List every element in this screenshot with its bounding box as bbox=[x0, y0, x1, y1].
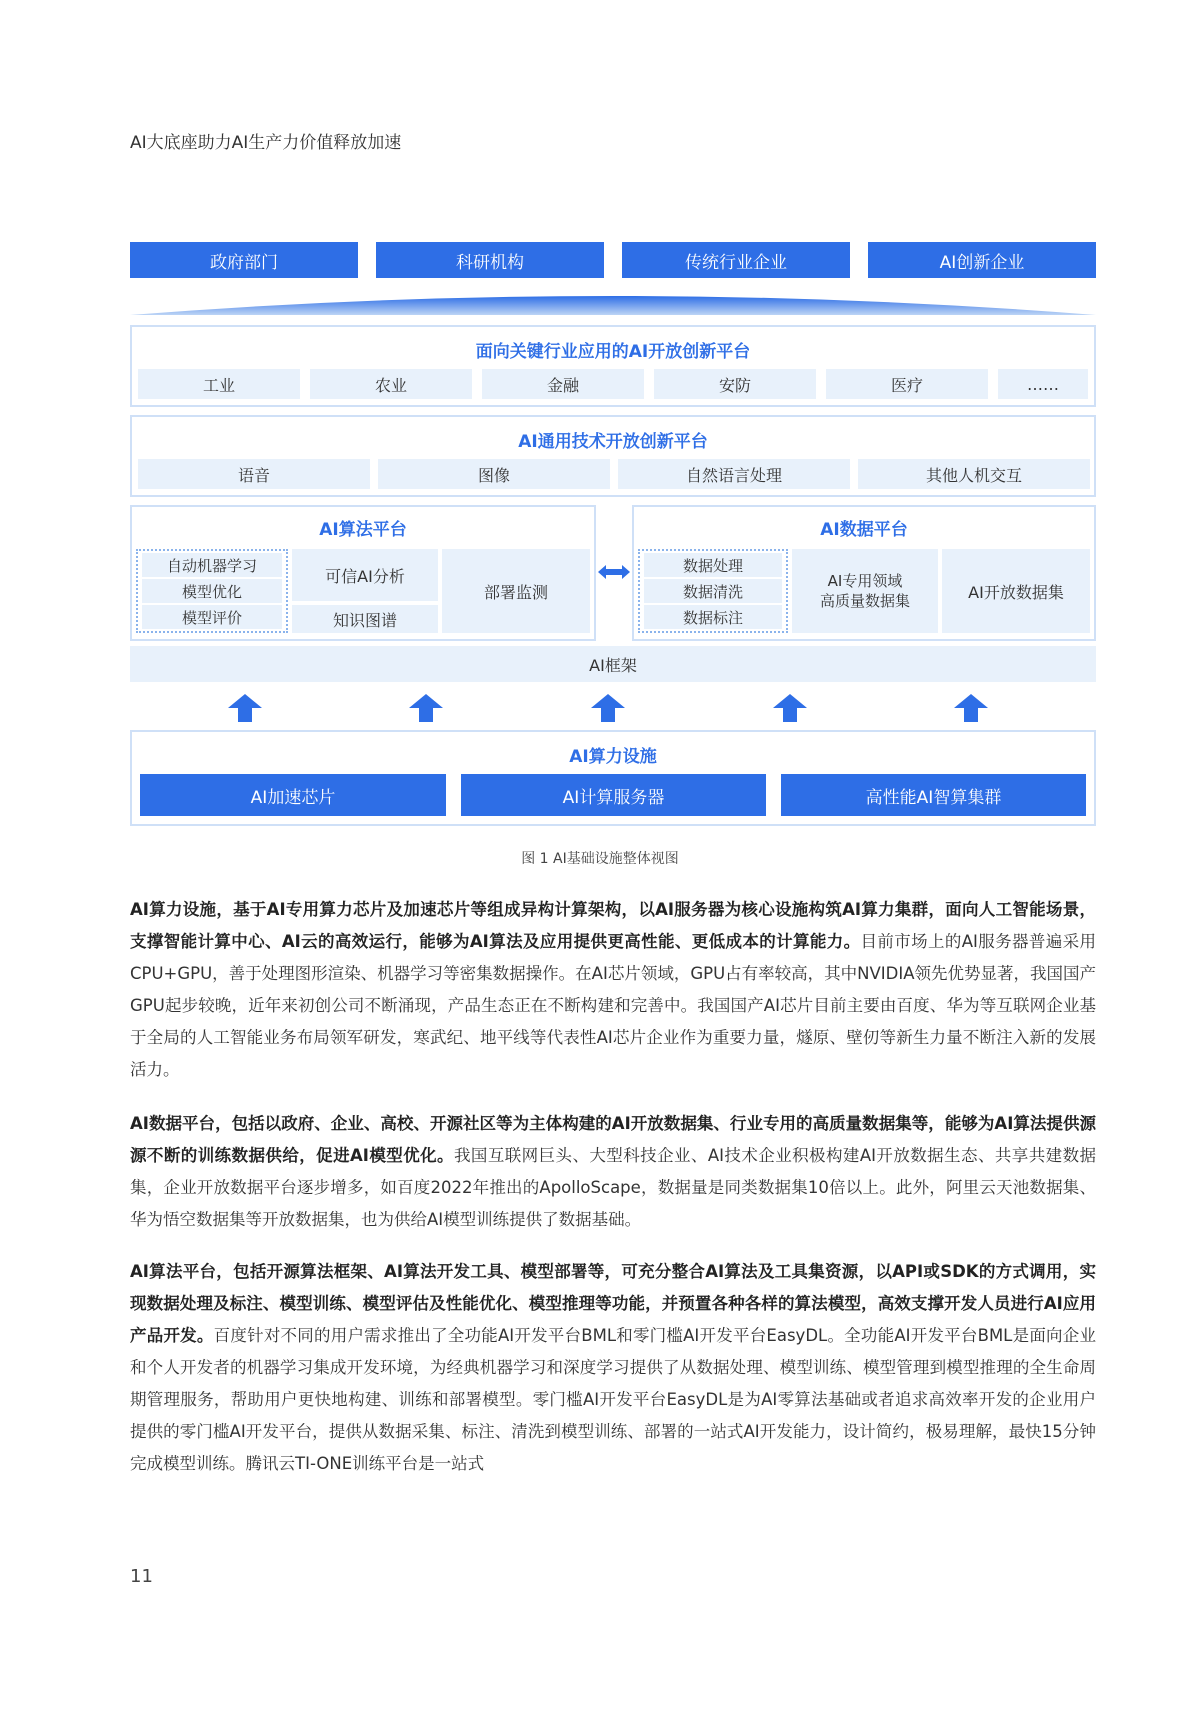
ai-framework-bar: AI框架 bbox=[130, 646, 1096, 682]
up-arrow-icon bbox=[409, 694, 443, 722]
convergence-wedge bbox=[130, 283, 1096, 315]
data-labeling: 数据标注 bbox=[644, 605, 782, 629]
data-cleaning: 数据清洗 bbox=[644, 579, 782, 603]
data-platform-panel bbox=[632, 505, 1096, 641]
stakeholder-ai-startup: AI创新企业 bbox=[868, 242, 1096, 278]
paragraph-algorithm-lead: AI算法平台，包括开源算法框架、AI算法开发工具、模型部署等，可充分整合AI算法及工具集资源，以API或SDK的方式调用，实现数据处理及标注、模型训练、模型评估及性能优化、模型推理等功能，并预置各种各样的算法模型，高效支撑开发人员进行AI应用产品开发。 bbox=[130, 1262, 1096, 1345]
stakeholder-traditional: 传统行业企业 bbox=[622, 242, 850, 278]
up-arrow-icon bbox=[228, 694, 262, 722]
stakeholder-research: 科研机构 bbox=[376, 242, 604, 278]
industry-item: 医疗 bbox=[826, 369, 988, 399]
data-domain-line2: 高质量数据集 bbox=[819, 592, 910, 610]
tech-item: 自然语言处理 bbox=[618, 459, 850, 489]
paragraph-compute bbox=[130, 894, 1096, 1086]
up-arrow-icon bbox=[591, 694, 625, 722]
data-open-dataset: AI开放数据集 bbox=[942, 549, 1090, 633]
data-process-group bbox=[638, 549, 788, 633]
algo-model-optimize: 模型优化 bbox=[142, 579, 282, 603]
up-arrow-icon bbox=[773, 694, 807, 722]
industry-item-more: …… bbox=[998, 369, 1088, 399]
data-domain-dataset bbox=[792, 549, 938, 633]
double-arrow-icon bbox=[596, 563, 632, 581]
data-processing: 数据处理 bbox=[644, 553, 782, 577]
industry-item: 农业 bbox=[310, 369, 472, 399]
industry-platform-title: 面向关键行业应用的AI开放创新平台 bbox=[475, 342, 751, 362]
paragraph-compute-body: 目前市场上的AI服务器普遍采用CPU+GPU，善于处理图形渲染、机器学习等密集数据操作。在AI芯片领域，GPU占有率较高，其中NVIDIA领先优势显著，我国国产GPU起步较晚，近年来初创公司不断涌现，产品生态正在不断构建和完善中。我国国产AI芯片目前主要由百度、华为等互联网企业基于全局的人工智能业务布局领军研发，寒武纪、地平线等代表性AI芯片企业作为重要力量，燧原、壁仞等新生力量不断注入新的发展活力。 bbox=[130, 932, 1097, 1079]
tech-item: 语音 bbox=[138, 459, 370, 489]
algo-trusted-ai: 可信AI分析 bbox=[292, 549, 438, 601]
industry-item: 安防 bbox=[654, 369, 816, 399]
industry-platform-panel bbox=[130, 325, 1096, 407]
paragraph-data-body: 我国互联网巨头、大型科技企业、AI技术企业积极构建AI开放数据生态、共享共建数据集，企业开放数据平台逐步增多，如百度2022年推出的ApolloScape，数据量是同类数据集10倍以上。此外，阿里云天池数据集、华为悟空数据集等开放数据集，也为供给AI模型训练提供了数据基础。 bbox=[130, 1146, 1096, 1229]
algo-automl: 自动机器学习 bbox=[142, 553, 282, 577]
page-number: 11 bbox=[130, 1566, 153, 1587]
compute-title: AI算力设施 bbox=[569, 747, 657, 767]
stakeholder-government: 政府部门 bbox=[130, 242, 358, 278]
paragraph-data-lead: AI数据平台，包括以政府、企业、高校、开源社区等为主体构建的AI开放数据集、行业专用的高质量数据集等，能够为AI算法提供源源不断的训练数据供给，促进AI模型优化。 bbox=[130, 1114, 1096, 1165]
data-platform-title: AI数据平台 bbox=[820, 520, 908, 540]
paragraph-data bbox=[130, 1108, 1096, 1236]
algo-deploy-monitor: 部署监测 bbox=[442, 549, 590, 633]
data-domain-line1: AI专用领域 bbox=[827, 571, 903, 590]
industry-item: 工业 bbox=[138, 369, 300, 399]
tech-platform-title: AI通用技术开放创新平台 bbox=[518, 432, 708, 452]
automl-group bbox=[136, 549, 288, 633]
algorithm-platform-title: AI算法平台 bbox=[319, 520, 407, 540]
algorithm-platform-panel bbox=[130, 505, 596, 641]
running-header: AI大底座助力AI生产力价值释放加速 bbox=[130, 133, 402, 153]
up-arrow-icon bbox=[954, 694, 988, 722]
paragraph-algorithm-body: 百度针对不同的用户需求推出了全功能AI开发平台BML和零门槛AI开发平台EasyDL。全功能AI开发平台BML是面向企业和个人开发者的机器学习集成开发环境，为经典机器学习和深度学习提供了从数据处理、模型训练、模型管理到模型推理的全生命周期管理服务，帮助用户更快地构建、训练和部署模型。零门槛AI开发平台EasyDL是为AI零算法基础或者追求高效率开发的企业用户提供的零门槛AI开发平台，提供从数据采集、标注、清洗到模型训练、部署的一站式AI开发能力，设计简约，极易理解，最快15分钟完成模型训练。腾讯云TI-ONE训练平台是一站式 bbox=[130, 1326, 1096, 1473]
compute-cluster: 高性能AI智算集群 bbox=[781, 774, 1086, 816]
tech-item: 图像 bbox=[378, 459, 610, 489]
tech-item: 其他人机交互 bbox=[858, 459, 1090, 489]
compute-accelerator-chip: AI加速芯片 bbox=[140, 774, 446, 816]
industry-item: 金融 bbox=[482, 369, 644, 399]
paragraph-compute-lead: AI算力设施，基于AI专用算力芯片及加速芯片等组成异构计算架构，以AI服务器为核心设施构筑AI算力集群，面向人工智能场景，支撑智能计算中心、AI云的高效运行，能够为AI算法及应用提供更高性能、更低成本的计算能力。 bbox=[130, 900, 1096, 951]
algo-knowledge-graph: 知识图谱 bbox=[292, 605, 438, 633]
compute-server: AI计算服务器 bbox=[461, 774, 766, 816]
algo-model-evaluate: 模型评价 bbox=[142, 605, 282, 629]
tech-platform-panel bbox=[130, 415, 1096, 497]
paragraph-algorithm bbox=[130, 1256, 1096, 1480]
figure-caption: 图 1 AI基础设施整体视图 bbox=[521, 851, 679, 867]
